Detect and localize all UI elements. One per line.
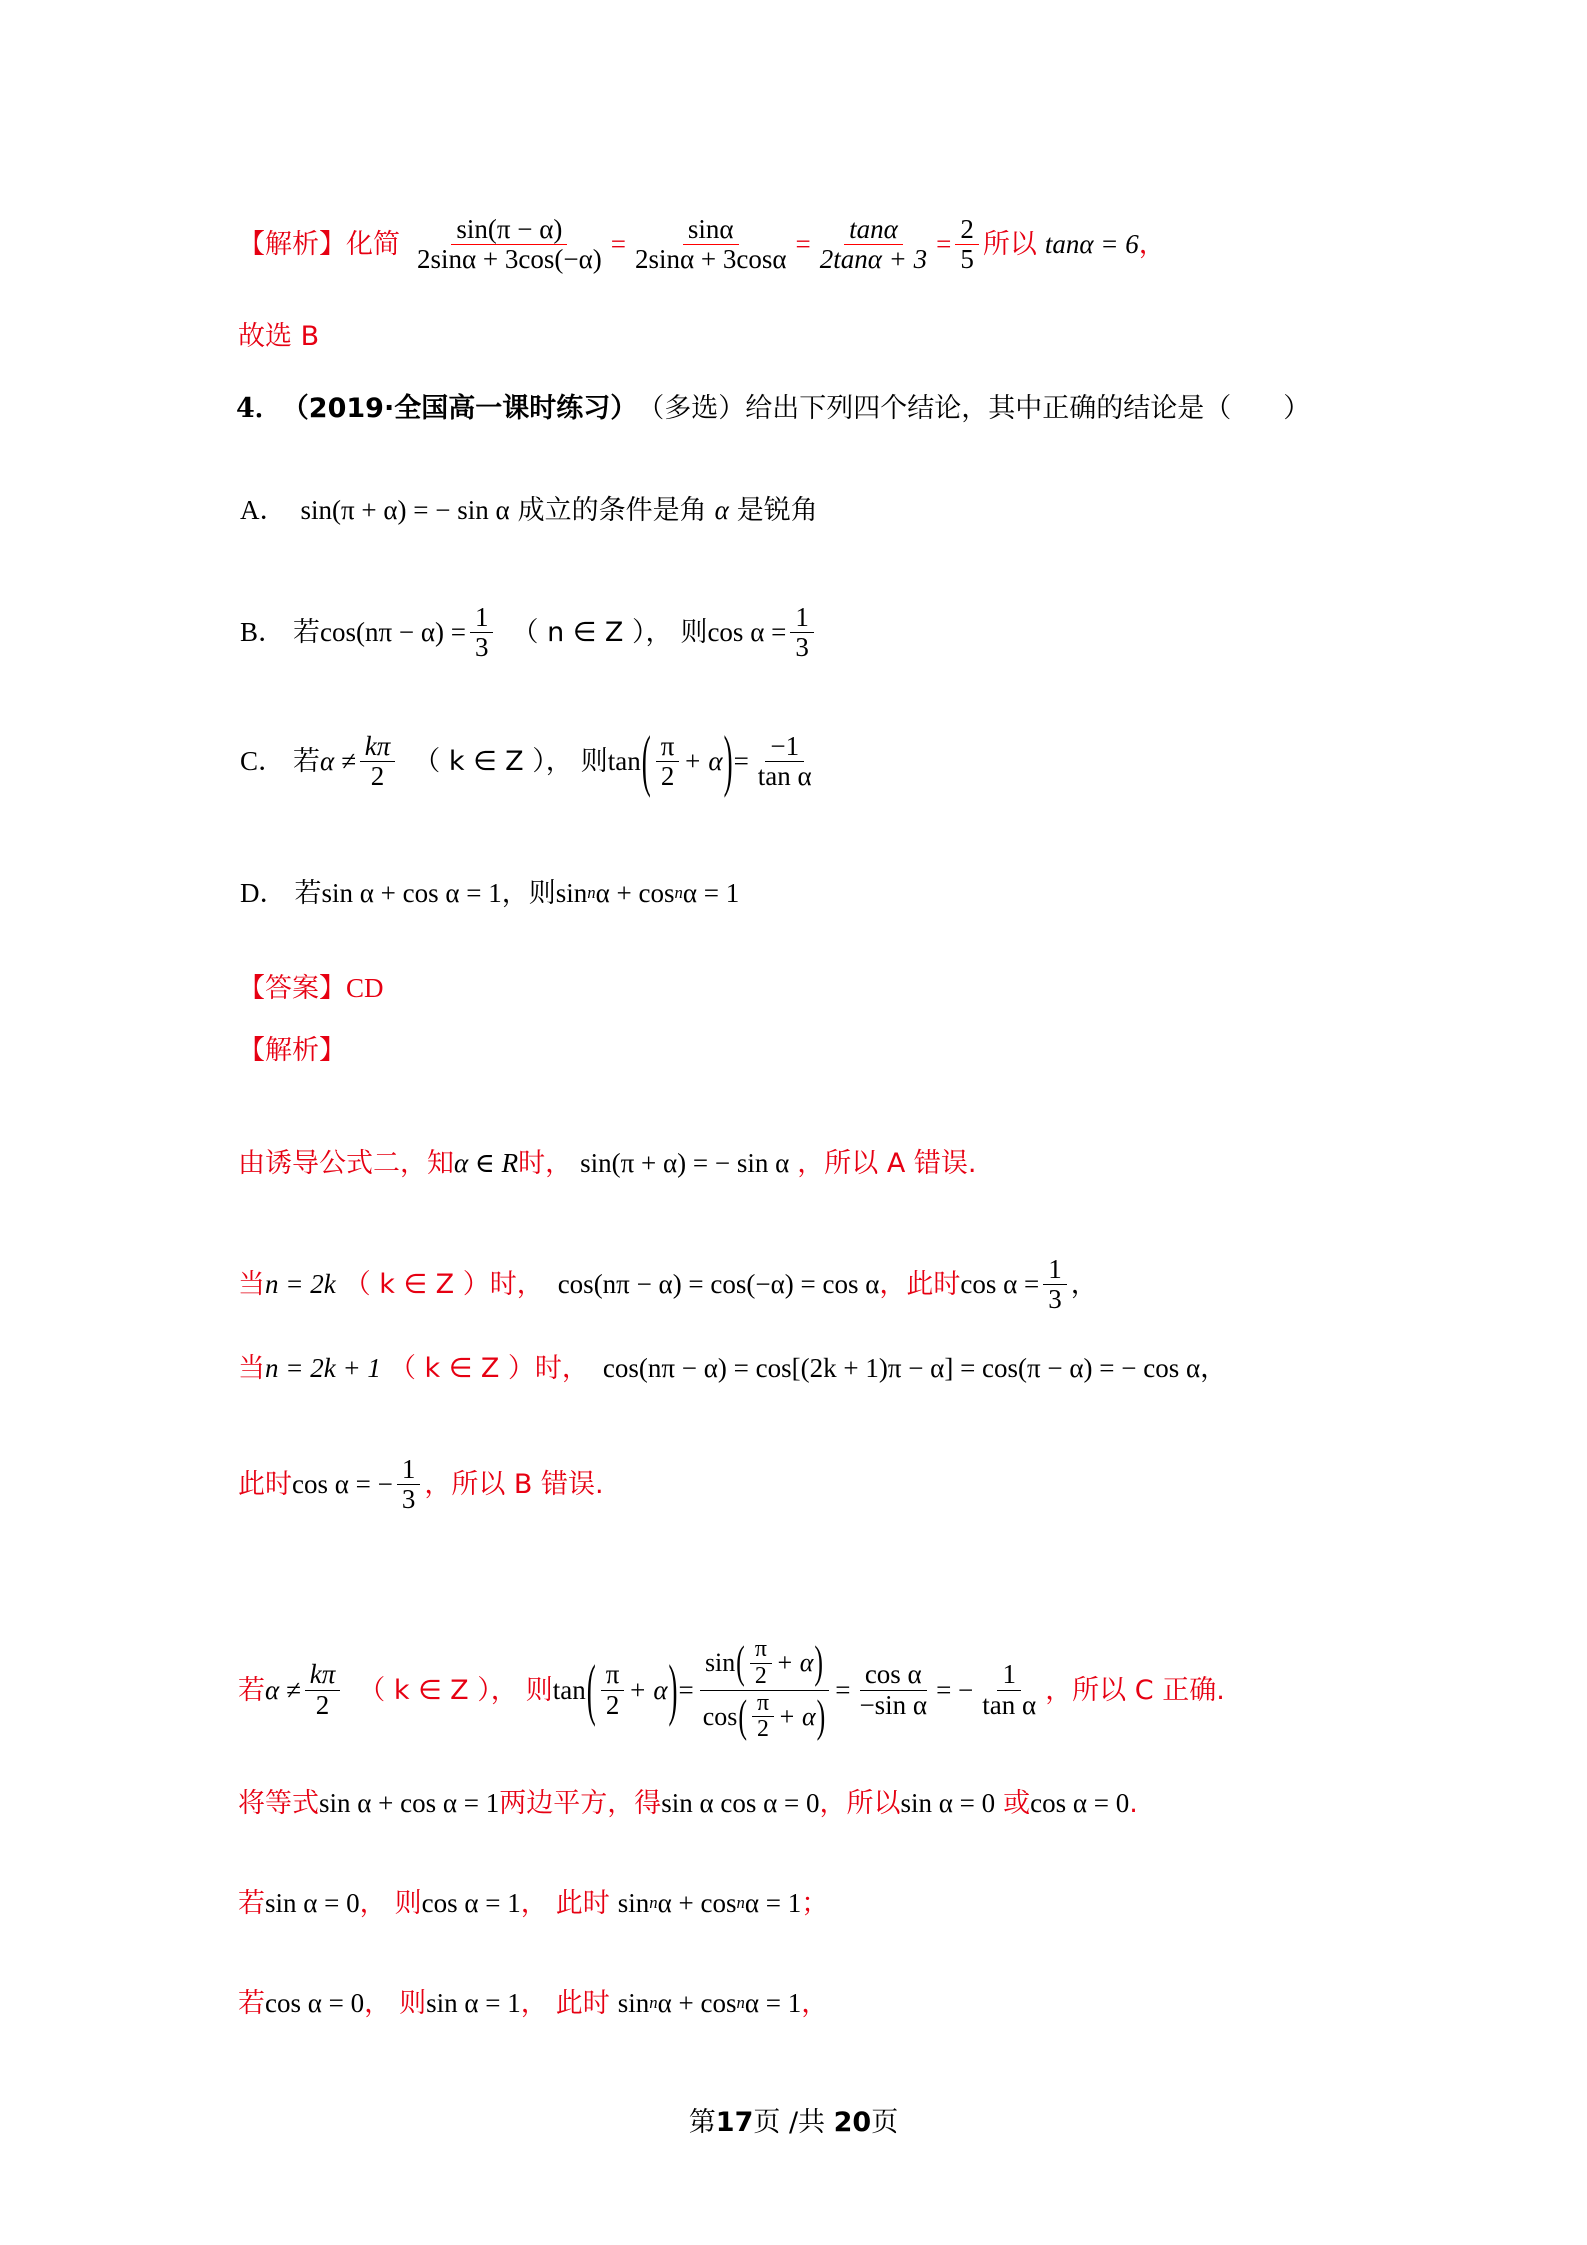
analysis-d1-math4: cos α = 0 xyxy=(1030,1788,1130,1818)
option-d-math2a: sin xyxy=(555,878,588,908)
footer-total-pages: 20 xyxy=(833,2107,872,2138)
analysis-c-red4: ，所以 C 正确. xyxy=(1045,1674,1225,1706)
analysis-b1-math1: n = 2k xyxy=(265,1269,336,1300)
solution-prev-line xyxy=(238,215,1166,274)
fraction-1-denominator: 2sinα + 3cos(−α) xyxy=(417,244,602,275)
analysis-d2-math1: sin α = 0 xyxy=(265,1888,360,1918)
analysis-a-red4: ，所以 A 错误. xyxy=(797,1148,977,1179)
analysis-c-eq1: = xyxy=(678,1674,694,1705)
analysis-c-f2-num: cos α xyxy=(860,1660,927,1690)
option-c-rhs-fraction xyxy=(753,732,817,791)
option-a[interactable] xyxy=(240,497,818,524)
analysis-label-prev: 【解析】 xyxy=(238,229,346,261)
question-4-stem xyxy=(236,395,1310,422)
option-c-inner-fraction xyxy=(656,732,680,791)
paren-close-icon: ) xyxy=(814,1637,824,1688)
analysis-d2-red1: 若 xyxy=(238,1888,265,1919)
paren-close-icon: ) xyxy=(723,722,733,799)
analysis-b1-red1: 当 xyxy=(238,1269,265,1301)
therefore-text: 所以 xyxy=(982,229,1037,261)
option-d-comma: ， xyxy=(501,878,529,909)
analysis-c-den-inner-b: 2 xyxy=(757,1716,769,1743)
analysis-b1-math2: cos(nπ − α) = cos(−α) = cos α xyxy=(557,1269,880,1300)
analysis-c-red2: （ k ∈ Z ）， xyxy=(358,1674,518,1706)
analysis-b1-red2: （ k ∈ Z ）时， xyxy=(343,1269,544,1301)
analysis-b2-red2: （ k ∈ Z ）时， xyxy=(388,1353,589,1384)
fraction-3-denominator: 2tanα + 3 xyxy=(819,244,928,275)
analysis-b1-red3: ，此时 xyxy=(879,1269,961,1301)
analysis-c-frac-den: 2 xyxy=(315,1689,330,1720)
analysis-d2-red5: 此时 xyxy=(555,1888,610,1919)
option-c-letter: C． xyxy=(240,746,286,777)
footer-suffix: 页 xyxy=(871,2107,899,2138)
footer-page-number: 17 xyxy=(715,2107,754,2138)
analysis-c-f3-den: tan α xyxy=(982,1689,1037,1720)
analysis-b1-math3: cos α = xyxy=(960,1269,1040,1300)
analysis-line-d2 xyxy=(238,1890,828,1917)
analysis-b3-frac-den: 3 xyxy=(401,1484,416,1515)
option-c-eq: = xyxy=(733,746,749,777)
option-d-then: 则 xyxy=(528,878,556,909)
fraction-2-denominator: 2sinα + 3cosα xyxy=(634,244,787,275)
analysis-d3-red5: 此时 xyxy=(555,1988,610,2019)
analysis-c-red1: 若 xyxy=(238,1674,265,1706)
option-c[interactable] xyxy=(240,722,821,799)
analysis-d1-red4: ，所以 xyxy=(819,1788,901,1819)
option-a-text2: 是锐角 xyxy=(736,495,818,526)
option-a-variable: α xyxy=(714,495,729,525)
option-d-exponent-1: n xyxy=(587,883,596,903)
answer-label: 【答案】 xyxy=(238,973,346,1004)
analysis-b1-frac-den: 3 xyxy=(1048,1284,1062,1315)
analysis-c-fraction-2 xyxy=(854,1660,932,1719)
option-b-math1: cos(nπ − α) = xyxy=(320,617,466,648)
analysis-b2-math2: cos(nπ − α) = cos[(2k + 1)π − α] = cos(π − α) = − cos α xyxy=(602,1353,1201,1383)
analysis-line-b1 xyxy=(238,1255,1098,1314)
analysis-a-red3: 时， xyxy=(518,1148,573,1179)
trailing-comma-1: ， xyxy=(1138,229,1166,261)
option-b-frac2-num: 1 xyxy=(790,603,814,633)
analysis-a-math1: α ∈ R xyxy=(454,1148,519,1178)
fraction-2 xyxy=(630,215,792,274)
analysis-c-compound-fraction xyxy=(698,1637,831,1743)
analysis-c-f2-den: −sin α xyxy=(859,1689,928,1720)
compound-denominator xyxy=(698,1691,831,1744)
analysis-d1-red5: 或 xyxy=(1003,1788,1031,1819)
option-c-rhs-num: −1 xyxy=(765,732,804,762)
paren-open-icon: ( xyxy=(586,1650,596,1727)
analysis-c-num-inner-b: 2 xyxy=(754,1662,767,1689)
analysis-b3-math1: cos α = − xyxy=(292,1469,393,1500)
option-d-letter: D． xyxy=(240,878,287,908)
analysis-d1-math1: sin α + cos α = 1 xyxy=(319,1788,500,1818)
paren-close-icon: ) xyxy=(816,1690,826,1742)
question-stem-close: ） xyxy=(1283,393,1311,424)
option-a-letter: A． xyxy=(240,495,287,525)
analysis-d2-red2: ， xyxy=(359,1888,387,1919)
analysis-d2-math2: cos α = 1 xyxy=(421,1888,521,1918)
option-d-lead: 若 xyxy=(294,878,322,909)
option-a-text: 成立的条件是角 xyxy=(517,495,707,526)
analysis-c-num-inner xyxy=(750,1637,772,1690)
fraction-4 xyxy=(955,215,979,274)
question-stem-text: 给出下列四个结论，其中正确的结论是（ xyxy=(745,393,1232,424)
analysis-d2-exponent-1: n xyxy=(649,1893,658,1913)
analysis-d2-exponent-2: n xyxy=(736,1893,745,1913)
analysis-c-eq3: = − xyxy=(936,1674,974,1705)
option-b-then: 则 xyxy=(680,617,708,649)
paren-open-icon: ( xyxy=(641,722,651,799)
option-c-fraction xyxy=(360,732,396,791)
analysis-d3-math2: sin α = 1 xyxy=(426,1988,521,2018)
analysis-line-b2 xyxy=(238,1355,1227,1382)
analysis-d3-math3a: sin xyxy=(617,1988,650,2018)
analysis-c-red3: 则 xyxy=(525,1674,553,1706)
option-b-math2: cos α = xyxy=(707,617,787,648)
analysis-d1-red6: . xyxy=(1129,1788,1138,1819)
analysis-c-fraction xyxy=(305,1660,341,1719)
fraction-1 xyxy=(412,215,607,274)
analysis-d1-math3: sin α = 0 xyxy=(900,1788,996,1818)
analysis-a-red1: 由诱导公式二， xyxy=(238,1148,427,1179)
analysis-c-den-plus: + α xyxy=(778,1701,816,1731)
analysis-label: 【解析】 xyxy=(238,1035,346,1066)
analysis-d1-red3: 得 xyxy=(634,1788,662,1819)
analysis-c-eq2: = xyxy=(835,1674,851,1705)
analysis-c-fraction-3 xyxy=(977,1660,1041,1719)
footer-prefix: 第 xyxy=(688,2107,716,2138)
option-a-math: sin(π + α) = − sin α xyxy=(300,495,510,525)
analysis-d3-red4: ， xyxy=(520,1988,548,2019)
option-b-letter: B． xyxy=(240,617,286,648)
fraction-4-denominator: 5 xyxy=(960,244,974,275)
analysis-c-tan: tan xyxy=(552,1674,586,1705)
analysis-d2-math3b: α + cos xyxy=(657,1888,737,1918)
analysis-d3-red6: ， xyxy=(801,1988,829,2019)
option-c-rhs-den: tan α xyxy=(757,761,812,792)
analysis-b2-red1: 当 xyxy=(238,1353,265,1384)
analysis-label-line xyxy=(238,1037,346,1064)
option-c-inner-plus: + α xyxy=(683,746,723,777)
analysis-line-d1 xyxy=(238,1790,1138,1817)
analysis-d3-exponent-2: n xyxy=(736,1993,745,2013)
analysis-c-den-fn: cos xyxy=(702,1701,738,1731)
footer-mid: 页 /共 xyxy=(753,2107,826,2138)
option-c-neq: α ≠ xyxy=(320,746,356,777)
analysis-d3-red3: 则 xyxy=(399,1988,427,2019)
analysis-c-inner-den: 2 xyxy=(605,1689,620,1720)
analysis-c-num-inner-a: π xyxy=(750,1637,772,1664)
analysis-d1-red1: 将等式 xyxy=(238,1788,319,1819)
analysis-d3-math3b: α + cos xyxy=(657,1988,737,2018)
equals-2: = xyxy=(795,229,811,260)
question-multi-tag: （多选） xyxy=(637,393,746,424)
analysis-d2-red6: ； xyxy=(801,1888,829,1919)
question-source: （2019·全国高一课时练习） xyxy=(281,393,638,424)
analysis-b3-frac-num: 1 xyxy=(397,1455,421,1485)
fraction-2-numerator: sinα xyxy=(683,215,739,245)
fraction-3-numerator: tanα xyxy=(844,215,903,245)
analysis-c-den-inner xyxy=(752,1691,774,1744)
question-number: 4． xyxy=(236,393,282,424)
option-c-then: 则 xyxy=(580,746,608,778)
analysis-line-d3 xyxy=(238,1990,828,2017)
option-d[interactable] xyxy=(240,880,739,907)
option-d-math1: sin α + cos α = 1 xyxy=(321,878,502,908)
analysis-b1-frac-num: 1 xyxy=(1043,1255,1067,1285)
analysis-c-f3-num: 1 xyxy=(997,1660,1021,1690)
analysis-a-red2: 知 xyxy=(427,1148,454,1179)
option-c-frac-num: kπ xyxy=(360,732,396,762)
option-c-inner-den: 2 xyxy=(660,761,675,792)
analysis-c-inner-plus: + α xyxy=(628,1674,668,1705)
analysis-d1-math2: sin α cos α = 0 xyxy=(661,1788,820,1818)
paren-open-icon: ( xyxy=(736,1637,745,1688)
choose-b-text: 故选 B xyxy=(238,321,320,352)
analysis-line-a xyxy=(238,1150,976,1177)
option-c-condition: （ k ∈ Z ）， xyxy=(413,746,573,778)
option-d-math2c: α = 1 xyxy=(682,878,740,908)
analysis-c-num-plus: + α xyxy=(775,1648,814,1678)
option-d-exponent-2: n xyxy=(674,883,683,903)
analysis-b1-tail: ， xyxy=(1070,1269,1098,1301)
fraction-3 xyxy=(815,215,932,274)
analysis-line-b3 xyxy=(238,1455,604,1514)
answer-line xyxy=(238,975,384,1002)
option-b-frac1-den: 3 xyxy=(474,632,489,663)
analysis-c-frac-num: kπ xyxy=(305,1660,341,1690)
analysis-d2-math3a: sin xyxy=(617,1888,650,1918)
option-b-fraction-2 xyxy=(790,603,814,662)
analysis-b3-red2: ，所以 B 错误. xyxy=(424,1469,604,1501)
option-b-fraction-1 xyxy=(470,603,494,662)
answer-value: CD xyxy=(346,973,384,1003)
analysis-d3-math1: cos α = 0 xyxy=(265,1988,365,2018)
option-b-frac1-num: 1 xyxy=(470,603,494,633)
analysis-c-inner-fraction xyxy=(601,1660,625,1719)
analysis-b2-math1: n = 2k + 1 xyxy=(265,1353,381,1383)
analysis-d2-red4: ， xyxy=(520,1888,548,1919)
analysis-d3-math3c: α = 1 xyxy=(744,1988,802,2018)
paren-close-icon: ) xyxy=(668,1650,678,1727)
analysis-d2-red3: 则 xyxy=(394,1888,422,1919)
analysis-b1-fraction xyxy=(1043,1255,1067,1314)
tan-result: tanα = 6 xyxy=(1044,229,1139,260)
compound-numerator xyxy=(700,1637,829,1691)
option-d-math2b: α + cos xyxy=(595,878,675,908)
fraction-4-numerator: 2 xyxy=(955,215,979,245)
option-c-frac-den: 2 xyxy=(370,761,385,792)
equals-3: = xyxy=(936,229,952,260)
analysis-d2-math3c: α = 1 xyxy=(744,1888,802,1918)
option-c-tan: tan xyxy=(607,746,641,777)
option-b-lead: 若 xyxy=(293,617,321,649)
equals-1: = xyxy=(610,229,626,260)
fraction-1-numerator: sin(π − α) xyxy=(451,215,567,245)
analysis-line-c xyxy=(238,1637,1225,1743)
option-c-lead: 若 xyxy=(293,746,321,778)
analysis-c-inner-num: π xyxy=(601,1660,625,1690)
page-footer xyxy=(0,2100,1587,2139)
analysis-b3-fraction xyxy=(397,1455,421,1514)
analysis-c-den-inner-a: π xyxy=(752,1691,774,1718)
analysis-d3-exponent-1: n xyxy=(649,1993,658,2013)
analysis-b3-red1: 此时 xyxy=(238,1469,292,1501)
option-b[interactable] xyxy=(240,603,818,662)
solution-prev-conclusion xyxy=(238,323,319,350)
simplify-verb: 化简 xyxy=(346,229,400,261)
analysis-a-math2: sin(π + α) = − sin α xyxy=(580,1148,790,1178)
option-b-frac2-den: 3 xyxy=(795,632,809,663)
option-b-condition: （ n ∈ Z ）， xyxy=(511,617,673,649)
analysis-c-num-fn: sin xyxy=(704,1648,736,1678)
analysis-c-neq: α ≠ xyxy=(265,1674,301,1705)
analysis-d3-red2: ， xyxy=(364,1988,392,2019)
analysis-d3-red1: 若 xyxy=(238,1988,265,2019)
analysis-d1-red2: 两边平方， xyxy=(499,1788,635,1819)
paren-open-icon: ( xyxy=(738,1690,747,1742)
analysis-b2-tail: ， xyxy=(1200,1353,1228,1384)
option-c-inner-num: π xyxy=(656,732,680,762)
